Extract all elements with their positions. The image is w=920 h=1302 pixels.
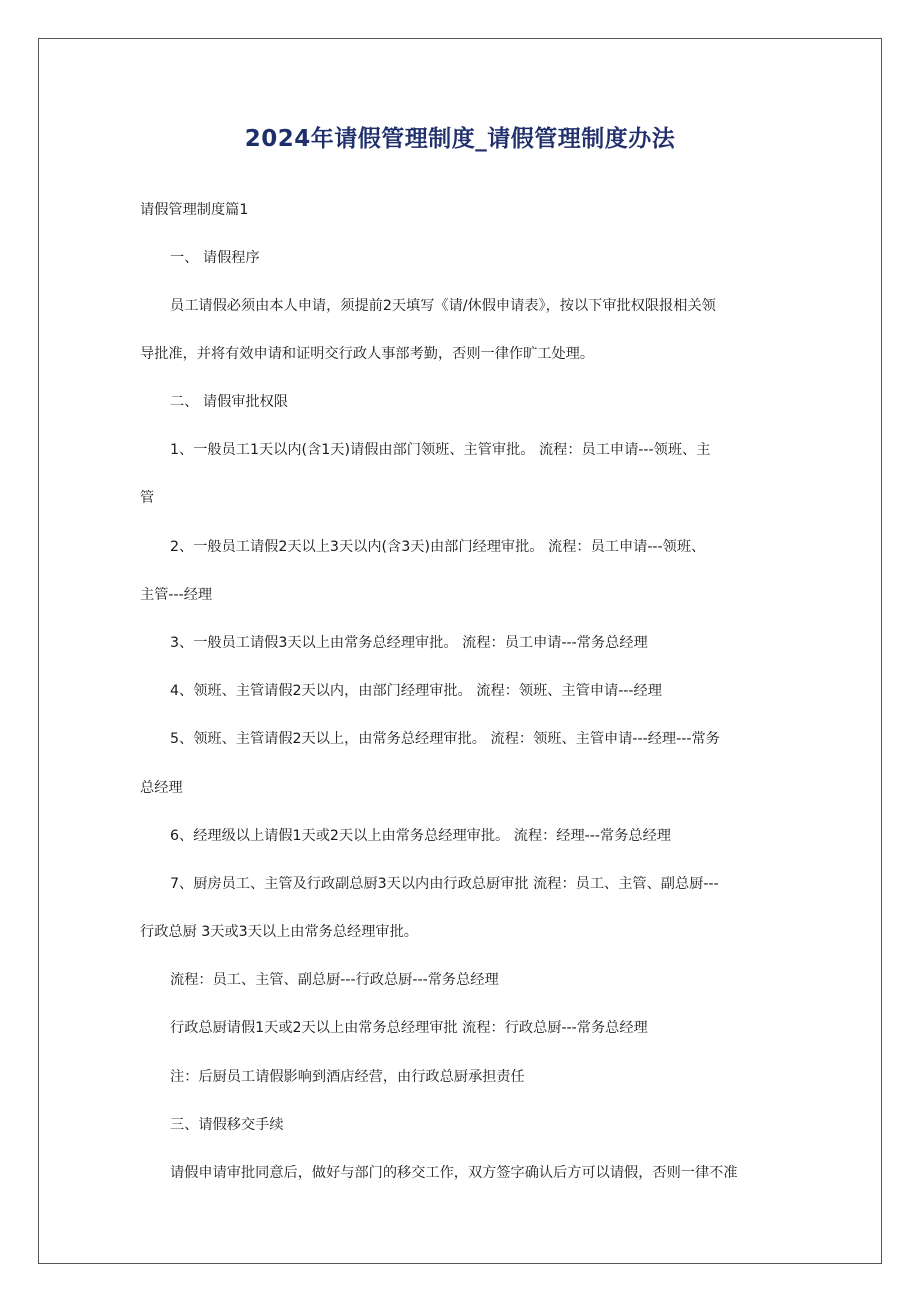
section-subtitle: 请假管理制度篇1 bbox=[140, 202, 249, 218]
rule-item-5: 5、领班、主管请假2天以上，由常务总经理审批。 流程：领班、主管申请---经理---常务 bbox=[170, 731, 720, 747]
document-title: 2024年请假管理制度_请假管理制度办法 bbox=[244, 126, 676, 152]
rule-item-7: 7、厨房员工、主管及行政副总厨3天以内由行政总厨审批 流程：员工、主管、副总厨--- bbox=[170, 876, 719, 892]
note-line: 注：后厨员工请假影响到酒店经营，由行政总厨承担责任 bbox=[170, 1069, 525, 1085]
rule-item-7-cont: 行政总厨 3天或3天以上由常务总经理审批。 bbox=[140, 924, 418, 940]
rule-item-3: 3、一般员工请假3天以上由常务总经理审批。 流程：员工申请---常务总经理 bbox=[170, 635, 648, 651]
head-chef-rule: 行政总厨请假1天或2天以上由常务总经理审批 流程：行政总厨---常务总经理 bbox=[170, 1020, 648, 1036]
rule-item-5-cont: 总经理 bbox=[140, 780, 183, 796]
rule-item-2-cont: 主管---经理 bbox=[140, 587, 213, 603]
kitchen-flow: 流程：员工、主管、副总厨---行政总厨---常务总经理 bbox=[170, 972, 499, 988]
rule-item-1-cont: 管 bbox=[140, 490, 155, 506]
paragraph-line: 导批准，并将有效申请和证明交行政人事部考勤，否则一律作旷工处理。 bbox=[140, 346, 595, 362]
handover-paragraph: 请假申请审批同意后，做好与部门的移交工作，双方签字确认后方可以请假，否则一律不准 bbox=[170, 1165, 738, 1181]
heading-leave-procedure: 一、 请假程序 bbox=[170, 250, 260, 266]
paragraph-line: 员工请假必须由本人申请，须提前2天填写《请/休假申请表》，按以下审批权限报相关领 bbox=[170, 298, 716, 314]
rule-item-1: 1、一般员工1天以内(含1天)请假由部门领班、主管审批。 流程：员工申请---领班、主 bbox=[170, 442, 711, 458]
rule-item-2: 2、一般员工请假2天以上3天以内(含3天)由部门经理审批。 流程：员工申请---领班、 bbox=[170, 539, 706, 555]
heading-handover: 三、请假移交手续 bbox=[170, 1117, 284, 1133]
rule-item-6: 6、经理级以上请假1天或2天以上由常务总经理审批。 流程：经理---常务总经理 bbox=[170, 828, 671, 844]
heading-approval-authority: 二、 请假审批权限 bbox=[170, 394, 289, 410]
rule-item-4: 4、领班、主管请假2天以内，由部门经理审批。 流程：领班、主管申请---经理 bbox=[170, 683, 662, 699]
